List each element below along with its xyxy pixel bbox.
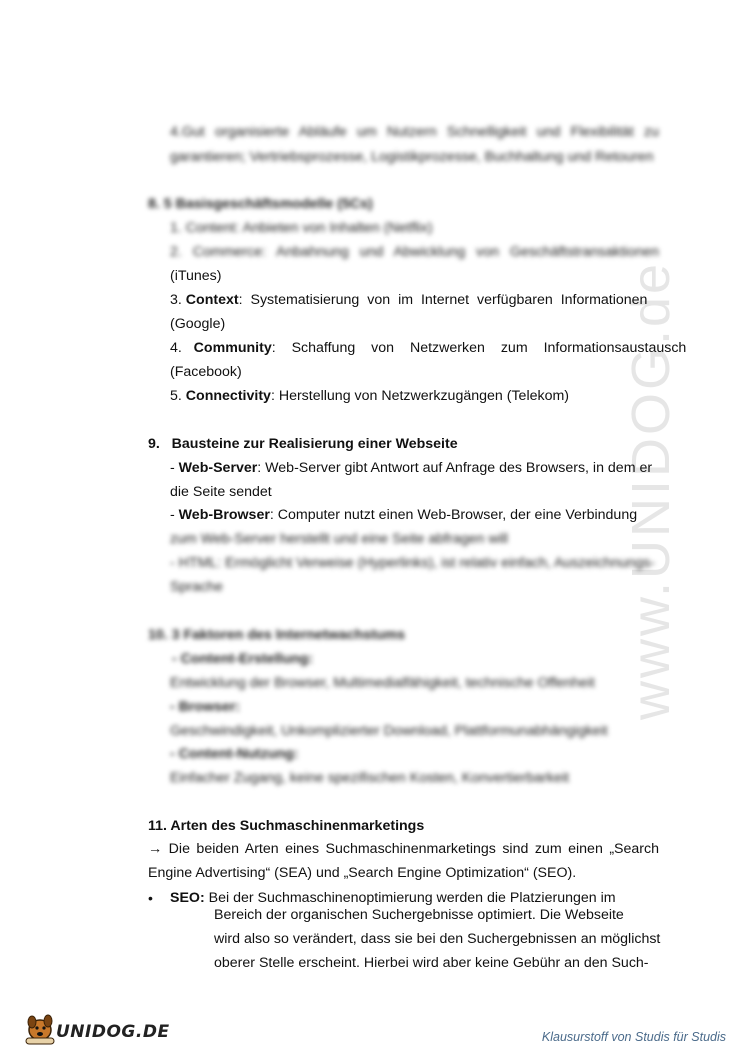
- list-item-seo: SEO: Bei der Suchmaschinenoptimierung werden die Platzierungen im: [170, 890, 616, 906]
- blurred-line: garantieren; Vertriebsprozesse, Logistikprozesse, Buchhaltung und Retouren: [170, 149, 654, 165]
- blurred-line: 2. Commerce: Anbahnung und Abwicklung von Geschäftstransaktionen: [170, 244, 659, 260]
- blurred-line: Entwicklung der Browser, Multimedialfähigkeit, technische Offenheit: [170, 675, 595, 691]
- blurred-line: - Browser:: [170, 699, 241, 715]
- blurred-line: Geschwindigkeit, Unkomplizierter Download, Plattformunabhängigkeit: [170, 723, 608, 739]
- blurred-line: Einfacher Zugang, keine spezifischen Kosten, Konvertierbarkeit: [170, 770, 570, 786]
- text-line: (Facebook): [170, 364, 242, 380]
- text-line: Engine Advertising“ (SEA) und „Search Engine Optimization“ (SEO).: [148, 865, 577, 881]
- brand-name: UNIDOG.DE: [56, 1022, 170, 1042]
- text-line: (iTunes): [170, 268, 222, 284]
- text-line: die Seite sendet: [170, 484, 272, 500]
- text-line: → Die beiden Arten eines Suchmaschinenmarketings sind zum einen „Search: [148, 841, 659, 857]
- list-item-web-server: - Web-Server: Web-Server gibt Antwort auf Anfrage des Browsers, in dem er: [170, 460, 653, 476]
- blurred-line: - HTML: Ermöglicht Verweise (Hyperlinks), ist relativ einfach, Auszeichnungs-: [170, 555, 655, 571]
- list-item-community: 4. Community: Schaffung von Netzwerken zum Informationsaustausch: [170, 340, 687, 356]
- list-item-context: 3. Context: Systematisierung von im Internet verfügbaren Informationen: [170, 292, 648, 308]
- footer-slogan: Klausurstoff von Studis für Studis: [541, 1030, 726, 1044]
- watermark: www.UNIDOG.de: [621, 260, 681, 720]
- blurred-heading: 10. 3 Faktoren des Internetwachstums: [148, 627, 406, 643]
- section-heading: 11. Arten des Suchmaschinenmarketings: [148, 818, 425, 834]
- text-line: (Google): [170, 316, 226, 332]
- bullet: •: [148, 890, 153, 906]
- list-item-web-browser: - Web-Browser: Computer nutzt einen Web-Browser, der eine Verbindung: [170, 507, 638, 523]
- blurred-line: Sprache: [170, 579, 223, 595]
- list-item-connectivity: 5. Connectivity: Herstellung von Netzwerkzugängen (Telekom): [170, 388, 570, 404]
- blurred-line: 1. Content: Anbieten von Inhalten (Netflix): [170, 220, 433, 236]
- text-line: oberer Stelle erscheint. Hierbei wird aber keine Gebühr an den Such-: [214, 955, 649, 971]
- text-line: Bereich der organischen Suchergebnisse optimiert. Die Webseite: [214, 907, 624, 923]
- blurred-line: - Content-Nutzung:: [170, 746, 299, 762]
- blurred-line: zum Web-Server herstellt und eine Seite abfragen will: [170, 531, 509, 547]
- blurred-line: 4.Gut organisierte Abläufe um Nutzern Schnelligkeit und Flexibilität zu: [170, 124, 659, 140]
- blurred-heading: 8. 5 Basisgeschäftsmodelle (5Cs): [148, 196, 373, 212]
- section-heading: 9. Bausteine zur Realisierung einer Webseite: [148, 436, 458, 452]
- text-line: wird also so verändert, dass sie bei den Suchergebnissen an möglichst: [214, 931, 661, 947]
- blurred-line: - Content-Erstellung:: [172, 651, 314, 667]
